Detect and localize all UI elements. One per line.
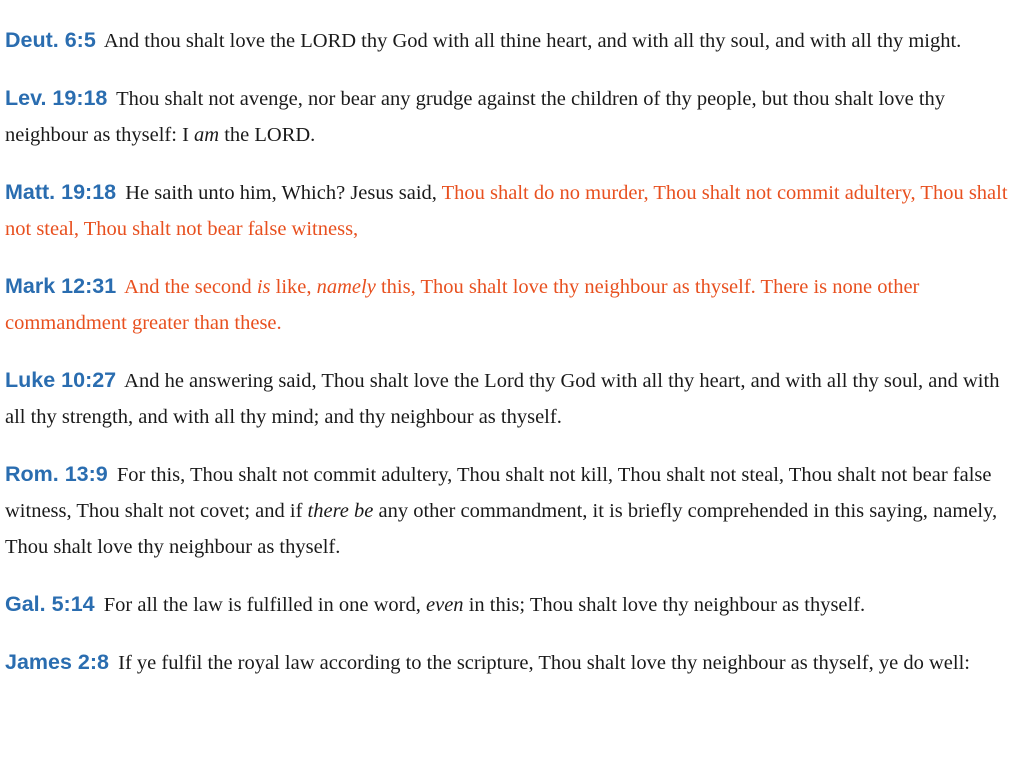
verse-text-continued: any other commandment, it is briefly comprehended in this saying, namely, Thou shalt love thy neighbour as thyself. <box>5 500 998 558</box>
verse-reference: Mark 12:31 <box>5 274 117 298</box>
verse-red-letter-text: Thou shalt do no murder, Thou shalt not commit adultery, Thou shalt not steal, Thou shalt not bear false witness, <box>5 182 1008 240</box>
verse-reference: James 2:8 <box>5 650 109 674</box>
verse-text-continued: in this; Thou shalt love thy neighbour as thyself. <box>463 594 866 616</box>
verse-red-letter-text: this, Thou shalt love thy neighbour as thyself. There is none other commandment greater than these. <box>5 276 920 334</box>
verse-reference: Matt. 19:18 <box>5 180 117 204</box>
verse-text: And thou shalt love the LORD thy God with all thine heart, and with all thy soul, and with all thy might. <box>103 30 962 52</box>
verse-reference: Deut. 6:5 <box>5 28 96 52</box>
verse-text: If ye fulfil the royal law according to the scripture, Thou shalt love thy neighbour as thyself, ye do well: <box>118 652 970 674</box>
verse-deut-6-5 <box>5 22 1019 59</box>
verse-reference: Lev. 19:18 <box>5 86 108 110</box>
verse-reference: Rom. 13:9 <box>5 462 108 486</box>
verse-italic-word: am <box>194 124 220 146</box>
verse-text: For this, Thou shalt not commit adultery, Thou shalt not kill, Thou shalt not steal, Thou shalt not bear false witness, Thou shalt not covet; and if <box>5 464 992 522</box>
verse-text-continued: the LORD. <box>219 124 316 146</box>
verse-red-letter-text: like, <box>270 276 317 298</box>
verse-text: For all the law is fulfilled in one word, <box>103 594 427 616</box>
verse-matt-19-18 <box>5 174 1019 247</box>
verse-luke-10-27 <box>5 362 1019 435</box>
verse-text: And he answering said, Thou shalt love the Lord thy God with all thy heart, and with all thy soul, and with all thy strength, and with all thy mind; and thy neighbour as thyself. <box>5 370 1000 428</box>
verse-rom-13-9 <box>5 456 1019 565</box>
verse-gal-5-14 <box>5 586 1019 623</box>
verse-italic-word: there be <box>307 500 374 522</box>
verse-reference: Gal. 5:14 <box>5 592 95 616</box>
verse-italic-word: even <box>426 594 464 616</box>
verse-mark-12-31 <box>5 268 1019 341</box>
verse-italic-word: is <box>256 276 271 298</box>
verse-james-2-8 <box>5 644 1019 681</box>
verse-text: He saith unto him, Which? Jesus said, <box>125 182 442 204</box>
verse-italic-word: namely <box>316 276 376 298</box>
verse-red-letter-text: And the second <box>124 276 257 298</box>
verse-lev-19-18 <box>5 80 1019 153</box>
verse-reference: Luke 10:27 <box>5 368 117 392</box>
verse-text: Thou shalt not avenge, nor bear any grudge against the children of thy people, but thou shalt love thy neighbour as thyself: I <box>5 88 946 146</box>
